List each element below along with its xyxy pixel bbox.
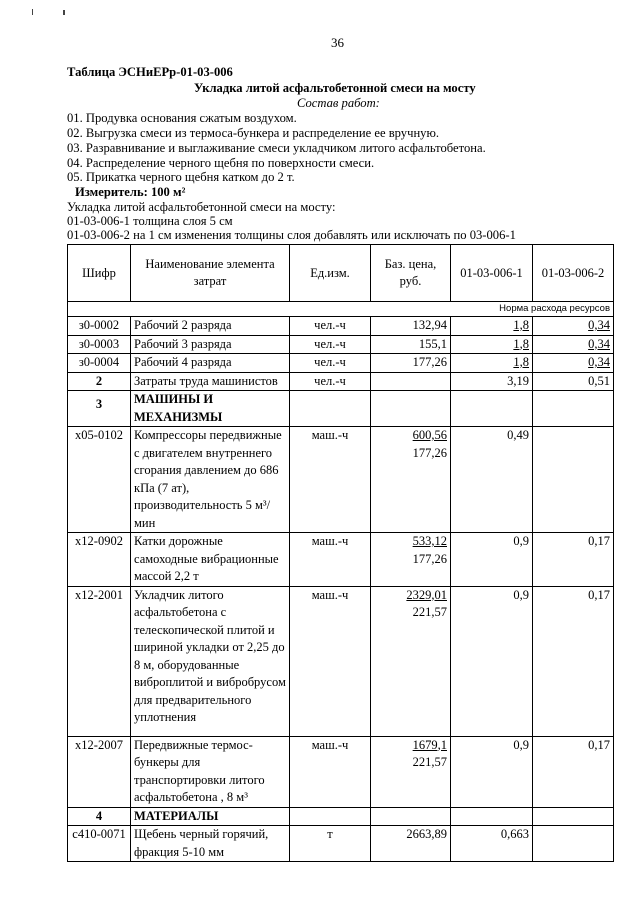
cell-price (371, 427, 451, 533)
price-wage: 221,57 (412, 605, 447, 619)
price-wage: 177,26 (412, 445, 447, 460)
cell-value-2: 0,17 (533, 736, 614, 807)
cell-code: х12-2007 (68, 736, 131, 807)
table-row (68, 354, 614, 373)
cell-unit: т (290, 826, 371, 862)
work-item: 05. Прикатка черного щебня катком до 2 т. (67, 170, 295, 184)
section-code: 4 (68, 807, 131, 826)
cell-value-1: 1,8 (451, 335, 533, 354)
scan-mark-left (32, 9, 33, 15)
col-header-col2: 01-03-006-2 (533, 245, 614, 302)
page-subtitle: Укладка литой асфальтобетонной смеси на мосту (194, 81, 476, 95)
table-title: Таблица ЭСНиЕРр-01-03-006 (67, 65, 233, 79)
cell-code: з0-0002 (68, 317, 131, 336)
table-row (68, 372, 614, 391)
cell-unit: чел.-ч (290, 354, 371, 373)
col-header-name: Наименование элемента затрат (131, 245, 290, 302)
section-code: 3 (68, 391, 131, 427)
cell-code: х05-0102 (68, 427, 131, 533)
section-title: МАТЕРИАЛЫ (131, 807, 290, 826)
col-header-price: Баз. цена, руб. (371, 245, 451, 302)
cell-price: 132,94 (371, 317, 451, 336)
table-row (68, 826, 614, 862)
cell-price (371, 586, 451, 736)
cell-code: х12-0902 (68, 533, 131, 587)
cell-code: 2 (68, 372, 131, 391)
cell-value-2: 0,51 (533, 372, 614, 391)
price-wage: 221,57 (412, 755, 447, 769)
norm-label: Норма расхода ресурсов (68, 302, 614, 317)
cell-code: з0-0004 (68, 354, 131, 373)
work-item: 01. Продувка основания сжатым воздухом. (67, 111, 297, 125)
cell-code: з0-0003 (68, 335, 131, 354)
cell-price (371, 372, 451, 391)
cell-value-1: 0,9 (451, 736, 533, 807)
col-header-col1: 01-03-006-1 (451, 245, 533, 302)
table-row (68, 427, 614, 533)
scope-line: 01-03-006-2 на 1 см изменения толщины слоя добавлять или исключать по 03-006-1 (67, 228, 516, 242)
scope-line: 01-03-006-1 толщина слоя 5 см (67, 214, 233, 228)
cell-name: Катки дорожные самоходные вибрационные массой 2,2 т (131, 533, 290, 587)
table-row (68, 335, 614, 354)
cell-price: 177,26 (371, 354, 451, 373)
price-base: 600,56 (412, 428, 447, 442)
cell-value-1: 1,8 (451, 317, 533, 336)
cell-price (371, 533, 451, 587)
cell-name: Компрессоры передвижные с двигателем внутреннего сгорания давлением до 686 кПа (7 ат), производительность 5 м³/мин (131, 427, 290, 533)
work-item: 02. Выгрузка смеси из термоса-бункера и распределение ее вручную. (67, 126, 440, 140)
cell-name: Укладчик литого асфальтобетона с телескопической плитой и шириной укладки от 2,25 до 8 м, оборудованные виброплитой и вибробрусом для предварительного уплотнения (131, 586, 290, 736)
section-row-machines (68, 391, 614, 427)
cell-value-2: 0,17 (533, 533, 614, 587)
cell-code: х12-2001 (68, 586, 131, 736)
col-header-code: Шифр (68, 245, 131, 302)
table-row (68, 317, 614, 336)
meter-label: Измеритель: 100 м² (75, 185, 186, 199)
cell-value-2: 0,34 (533, 317, 614, 336)
cell-value-1: 3,19 (451, 372, 533, 391)
work-item: 04. Распределение черного щебня по поверхности смеси. (67, 156, 375, 170)
table-row (68, 736, 614, 807)
cell-price: 155,1 (371, 335, 451, 354)
cell-value-2: 0,34 (533, 335, 614, 354)
work-heading: Состав работ: (297, 96, 380, 110)
price-wage: 177,26 (412, 551, 447, 566)
table-row (68, 586, 614, 736)
cell-name: Рабочий 3 разряда (131, 335, 290, 354)
work-item: 03. Разравнивание и выглаживание смеси укладчиком литого асфальтобетона. (67, 141, 486, 155)
cell-unit: маш.-ч (290, 427, 371, 533)
cell-name: Передвижные термос-бункеры для транспортировки литого асфальтобетона , 8 м³ (131, 736, 290, 807)
scope-line: Укладка литой асфальтобетонной смеси на мосту: (67, 200, 336, 214)
table-row (68, 533, 614, 587)
cell-name: Рабочий 2 разряда (131, 317, 290, 336)
cell-unit: чел.-ч (290, 335, 371, 354)
cell-price (371, 736, 451, 807)
price-base: 533,12 (412, 534, 447, 548)
cell-value-1: 0,663 (451, 826, 533, 862)
cell-code: с410-0071 (68, 826, 131, 862)
norm-row (68, 302, 614, 317)
cell-unit: маш.-ч (290, 533, 371, 587)
cell-unit: маш.-ч (290, 586, 371, 736)
cell-value-1: 0,9 (451, 533, 533, 587)
section-row-materials (68, 807, 614, 826)
cell-value-1: 0,9 (451, 586, 533, 736)
cell-unit: чел.-ч (290, 372, 371, 391)
cell-name: Рабочий 4 разряда (131, 354, 290, 373)
cell-value-2 (533, 427, 614, 533)
cell-price: 2663,89 (371, 826, 451, 862)
table-header-row (68, 245, 614, 302)
cell-unit: чел.-ч (290, 317, 371, 336)
cell-unit: маш.-ч (290, 736, 371, 807)
cell-value-1: 1,8 (451, 354, 533, 373)
cell-value-2 (533, 826, 614, 862)
price-base: 1679,1 (412, 737, 447, 752)
cell-value-2: 0,34 (533, 354, 614, 373)
page-number: 36 (331, 35, 344, 50)
col-header-unit: Ед.изм. (290, 245, 371, 302)
cell-value-2: 0,17 (533, 586, 614, 736)
section-title: МАШИНЫ И МЕХАНИЗМЫ (131, 391, 290, 427)
cell-name: Щебень черный горячий, фракция 5-10 мм (131, 826, 290, 862)
cell-value-1: 0,49 (451, 427, 533, 533)
price-base: 2329,01 (406, 587, 447, 602)
resource-table (67, 244, 614, 862)
cell-name: Затраты труда машинистов (131, 372, 290, 391)
scan-mark-right (63, 10, 65, 15)
